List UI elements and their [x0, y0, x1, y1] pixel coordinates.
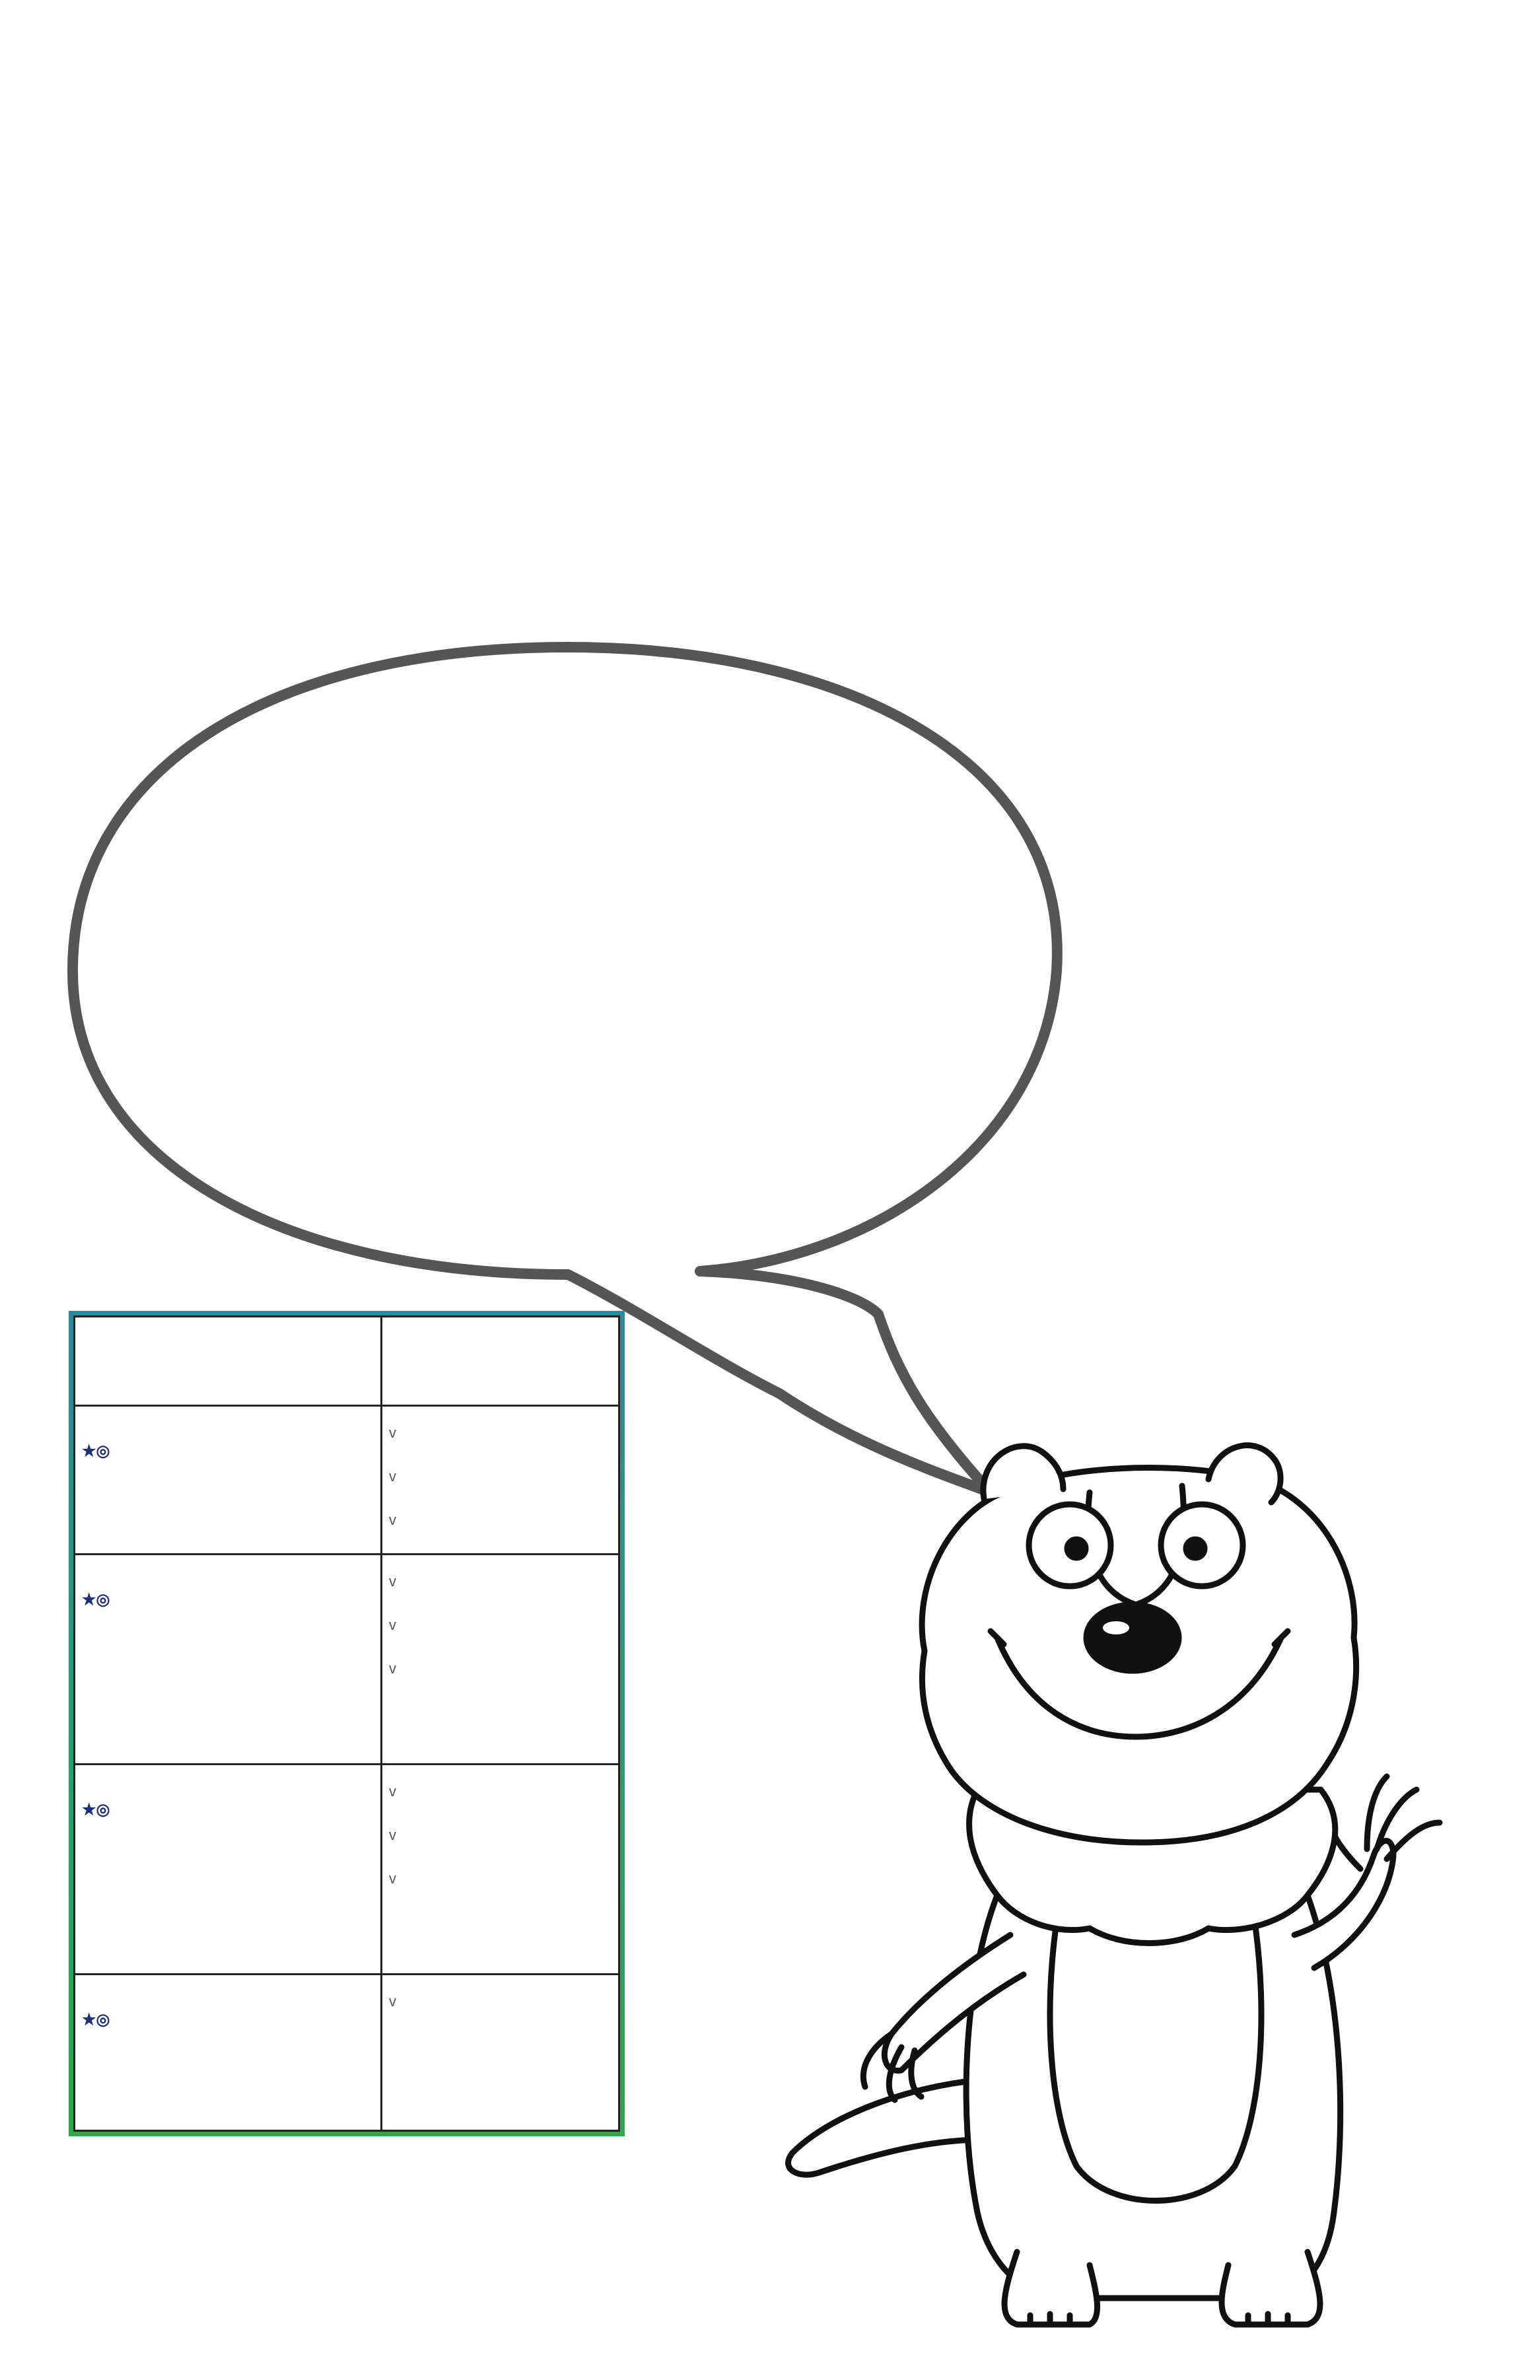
list-item: [389, 1415, 612, 1449]
remember-list: [382, 1975, 619, 2131]
star-bullet-icon: ★◎: [82, 1590, 110, 1609]
list-item: [389, 1773, 612, 1807]
check-icon: v: [389, 1827, 396, 1843]
hallways-title: [75, 1317, 382, 1406]
category-act-respectfully: [75, 1765, 382, 1975]
check-icon: v: [389, 1783, 396, 1800]
wolverine-mascot: [779, 1420, 1492, 2338]
list-item: [389, 1502, 612, 1536]
hallways-table: [69, 1311, 625, 2136]
remember-list: [382, 1765, 619, 1975]
list-item: [389, 1650, 612, 1685]
category-stay-safe: [75, 1406, 382, 1555]
list-item: [389, 1860, 612, 1895]
remember-list: [382, 1406, 619, 1555]
remember-list: [382, 1555, 619, 1765]
list-item: [389, 1607, 612, 1641]
check-icon: v: [389, 1468, 396, 1485]
check-icon: v: [389, 1660, 396, 1677]
check-icon: v: [389, 1870, 396, 1887]
check-icon: v: [389, 1512, 396, 1528]
check-icon: v: [389, 1424, 396, 1441]
check-icon: v: [389, 1617, 396, 1633]
check-icon: v: [389, 1993, 396, 2010]
category-take-responsibility: [75, 1555, 382, 1765]
list-item: [389, 1817, 612, 1851]
list-item: [389, 1458, 612, 1492]
remember-header: [382, 1317, 619, 1406]
check-icon: v: [389, 1573, 396, 1590]
star-bullet-icon: ★◎: [82, 1800, 110, 1819]
welcome-banner: [66, 211, 1136, 641]
star-bullet-icon: ★◎: [82, 2010, 110, 2029]
star-bullet-icon: ★◎: [82, 1442, 110, 1460]
list-item: [389, 1563, 612, 1597]
list-item: [389, 1983, 612, 2017]
category-ready-to-learn: [75, 1975, 382, 2131]
